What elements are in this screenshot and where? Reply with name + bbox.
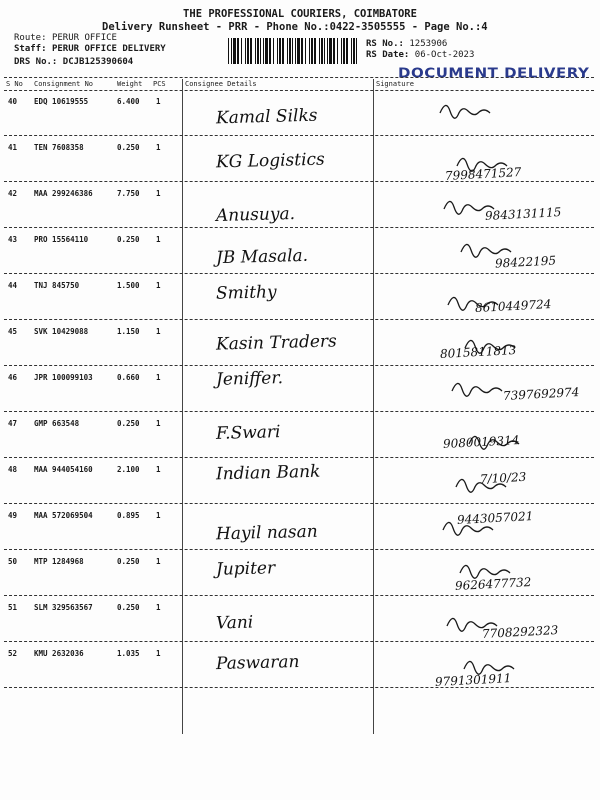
signature-cell [385, 91, 595, 137]
row-weight: 0.250 [117, 235, 140, 244]
signature-cell [385, 459, 595, 505]
row-pcs: 1 [156, 511, 161, 520]
signature-cell [385, 137, 595, 183]
rs-no-line [366, 39, 447, 49]
row-pcs: 1 [156, 557, 161, 566]
table-row [0, 367, 600, 413]
row-sno: 52 [8, 649, 18, 658]
row-pcs: 1 [156, 373, 161, 382]
header-rule-top [4, 77, 594, 78]
row-phone: 8610449724 [474, 297, 552, 315]
row-sno: 48 [8, 465, 18, 474]
rs-date-label: RS Date: [366, 50, 410, 60]
row-consignment: PRO 15564110 [34, 235, 89, 244]
row-separator [4, 503, 594, 504]
row-pcs: 1 [156, 281, 161, 290]
row-consignee: Smithy [215, 282, 277, 304]
row-pcs: 1 [156, 235, 161, 244]
drs-line [14, 57, 133, 67]
row-consignee: Kasin Traders [215, 331, 337, 355]
row-separator [4, 365, 594, 366]
row-weight: 2.100 [117, 465, 140, 474]
row-consignment: MAA 572069504 [34, 511, 93, 520]
row-consignee: Kamal Silks [215, 105, 318, 129]
row-pcs: 1 [156, 189, 161, 198]
row-sno: 45 [8, 327, 18, 336]
row-consignment: MTP 1284968 [34, 557, 84, 566]
row-sno: 44 [8, 281, 18, 290]
row-consignee: Paswaran [215, 651, 300, 675]
row-pcs: 1 [156, 327, 161, 336]
rs-no-label: RS No.: [366, 39, 404, 49]
col-signature: Signature [376, 80, 414, 88]
barcode-image [228, 38, 360, 64]
row-consignment: GMP 663548 [34, 419, 80, 428]
handwritten-signature [385, 229, 595, 275]
row-weight: 0.660 [117, 373, 140, 382]
row-consignment: EDQ 10619555 [34, 97, 89, 106]
staff-line [14, 44, 166, 54]
row-phone: 7708292323 [481, 623, 559, 641]
row-phone: 7/10/23 [479, 469, 527, 487]
signature-cell [385, 597, 595, 643]
row-weight: 0.250 [117, 419, 140, 428]
row-separator [4, 181, 594, 182]
row-consignee: Indian Bank [215, 461, 321, 485]
col-consignment: Consignment No [34, 80, 94, 88]
route-line [14, 33, 117, 43]
row-phone: 9080019314 [442, 433, 520, 451]
rs-date-line [366, 50, 474, 60]
row-consignment: KMU 2632036 [34, 649, 84, 658]
route-value: PERUR OFFICE [51, 33, 117, 43]
col-weight: Weight [117, 80, 143, 88]
company-title: THE PROFESSIONAL COURIERS, COIMBATORE [183, 8, 417, 20]
table-row [0, 459, 600, 505]
row-phone: 9791301911 [434, 671, 512, 689]
row-separator [4, 273, 594, 274]
row-weight: 7.750 [117, 189, 140, 198]
table-row [0, 275, 600, 321]
row-pcs: 1 [156, 465, 161, 474]
row-phone: 8015811813 [439, 343, 517, 361]
row-sno: 41 [8, 143, 18, 152]
table-row [0, 413, 600, 459]
row-separator [4, 687, 594, 688]
row-sno: 40 [8, 97, 18, 106]
table-row [0, 183, 600, 229]
row-pcs: 1 [156, 143, 161, 152]
rs-date-value: 06-Oct-2023 [414, 50, 475, 60]
signature-cell [385, 413, 595, 459]
row-weight: 0.250 [117, 557, 140, 566]
row-sno: 50 [8, 557, 18, 566]
row-phone: 9626477732 [454, 575, 532, 593]
row-separator [4, 549, 594, 550]
row-sno: 46 [8, 373, 18, 382]
table-row [0, 551, 600, 597]
row-consignment: JPR 100099103 [34, 373, 93, 382]
row-sno: 43 [8, 235, 18, 244]
row-consignment: SVK 10429088 [34, 327, 89, 336]
col-sno: S No [6, 80, 23, 88]
row-separator [4, 411, 594, 412]
row-separator [4, 595, 594, 596]
row-pcs: 1 [156, 419, 161, 428]
table-row [0, 505, 600, 551]
table-row [0, 597, 600, 643]
row-consignee: KG Logistics [215, 149, 326, 173]
signature-cell [385, 551, 595, 597]
row-weight: 1.150 [117, 327, 140, 336]
staff-label: Staff: [14, 44, 47, 54]
table-row [0, 229, 600, 275]
row-consignee: Anusuya. [215, 203, 296, 227]
row-consignee: Jupiter [215, 558, 276, 580]
row-separator [4, 319, 594, 320]
table-row [0, 137, 600, 183]
signature-cell [385, 643, 595, 689]
table-row [0, 321, 600, 367]
row-weight: 1.035 [117, 649, 140, 658]
row-pcs: 1 [156, 97, 161, 106]
row-consignment: TEN 7608358 [34, 143, 84, 152]
staff-value: PERUR OFFICE DELIVERY [51, 44, 166, 54]
signature-cell [385, 367, 595, 413]
row-consignee: Jeniffer. [215, 368, 284, 390]
drs-value: DCJB125390604 [62, 57, 134, 67]
row-sno: 47 [8, 419, 18, 428]
signature-cell [385, 321, 595, 367]
row-weight: 6.400 [117, 97, 140, 106]
row-pcs: 1 [156, 649, 161, 658]
row-pcs: 1 [156, 603, 161, 612]
row-consignee: JB Masala. [215, 245, 309, 269]
row-phone: 9443057021 [456, 509, 534, 527]
row-separator [4, 135, 594, 136]
row-sno: 49 [8, 511, 18, 520]
rs-no-value: 1253906 [409, 39, 448, 49]
drs-label: DRS No.: [14, 57, 58, 67]
row-consignment: MAA 299246386 [34, 189, 93, 198]
row-separator [4, 641, 594, 642]
row-phone: 7397692974 [502, 385, 580, 403]
row-consignee: Hayil nasan [215, 521, 318, 545]
runsheet-title: Delivery Runsheet - PRR - Phone No.:0422-3505555 - Page No.:4 [102, 21, 488, 33]
row-weight: 0.895 [117, 511, 140, 520]
table-row [0, 91, 600, 137]
row-separator [4, 457, 594, 458]
row-consignment: MAA 944054160 [34, 465, 93, 474]
signature-cell [385, 183, 595, 229]
row-consignment: SLM 329563567 [34, 603, 93, 612]
row-phone: 9843131115 [484, 205, 562, 223]
row-weight: 0.250 [117, 603, 140, 612]
row-separator [4, 227, 594, 228]
row-sno: 51 [8, 603, 18, 612]
col-consignee: Consignee Details [185, 80, 257, 88]
row-weight: 0.250 [117, 143, 140, 152]
col-pcs: PCS [153, 80, 166, 88]
document-delivery-stamp: DOCUMENT DELIVERY [398, 64, 590, 82]
signature-cell [385, 229, 595, 275]
row-phone: 7998471527 [444, 165, 522, 183]
row-sno: 42 [8, 189, 18, 198]
signature-cell [385, 275, 595, 321]
row-consignee: Vani [215, 612, 254, 634]
handwritten-signature [385, 91, 595, 137]
table-row [0, 643, 600, 689]
row-phone: 98422195 [494, 253, 557, 271]
row-consignee: F.Swari [215, 422, 281, 444]
signature-cell [385, 505, 595, 551]
row-weight: 1.500 [117, 281, 140, 290]
row-consignment: TNJ 845750 [34, 281, 80, 290]
route-label: Route: [14, 33, 47, 43]
